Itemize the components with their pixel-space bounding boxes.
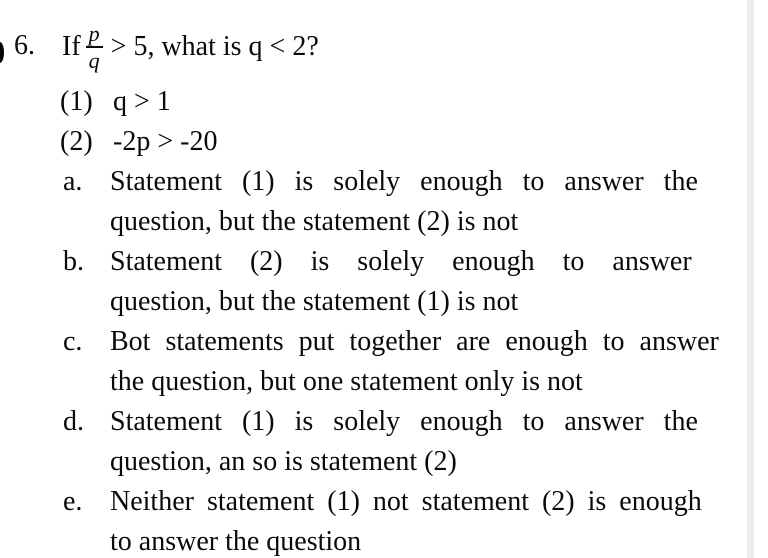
option-d-line-1 bbox=[0, 402, 768, 442]
option-e-letter: e. bbox=[63, 486, 83, 517]
question-number: 6. bbox=[14, 30, 35, 61]
option-c-line-1 bbox=[0, 322, 768, 362]
option-b-line-2 bbox=[0, 282, 768, 322]
option-a-line-2 bbox=[0, 202, 768, 242]
option-e-line-1 bbox=[0, 482, 768, 522]
option-c-text-continued: the question, but one statement only is not bbox=[110, 366, 583, 397]
option-a-letter: a. bbox=[63, 166, 83, 197]
option-c-text: Bot statements put together are enough to answer bbox=[110, 326, 719, 357]
option-c-line-2 bbox=[0, 362, 768, 402]
question-suffix: > 5, what is q < 2? bbox=[110, 31, 319, 62]
option-d-text: Statement (1) is solely enough to answer the bbox=[110, 406, 698, 437]
question-text bbox=[62, 14, 319, 80]
page-edge-band bbox=[747, 0, 754, 558]
option-b-letter: b. bbox=[63, 246, 84, 277]
question-prefix: If bbox=[62, 31, 81, 62]
option-d-letter: d. bbox=[63, 406, 84, 437]
statement-2-text: -2p > -20 bbox=[113, 126, 218, 157]
option-e-text-continued: to answer the question bbox=[110, 526, 362, 557]
option-d-line-2 bbox=[0, 442, 768, 482]
option-a-line-1 bbox=[0, 162, 768, 202]
option-c-letter: c. bbox=[63, 326, 83, 357]
statement-2-label: (2) bbox=[60, 126, 93, 157]
option-b-text-continued: question, but the statement (1) is not bbox=[110, 286, 519, 317]
option-b-text: Statement (2) is solely enough to answer bbox=[110, 246, 692, 277]
option-a-text-continued: question, but the statement (2) is not bbox=[110, 206, 519, 237]
option-b-line-1 bbox=[0, 242, 768, 282]
statement-2-row bbox=[0, 122, 768, 162]
fraction-p-over-q bbox=[86, 21, 103, 73]
question-row bbox=[0, 0, 768, 82]
statement-1-text: q > 1 bbox=[113, 86, 171, 117]
fraction-numerator: p bbox=[86, 21, 103, 48]
option-d-text-continued: question, an so is statement (2) bbox=[110, 446, 457, 477]
fraction-denominator: q bbox=[88, 48, 100, 73]
option-a-text: Statement (1) is solely enough to answer the bbox=[110, 166, 698, 197]
statement-1-label: (1) bbox=[60, 86, 93, 117]
option-e-line-2 bbox=[0, 522, 768, 558]
option-e-text: Neither statement (1) not statement (2) is enough bbox=[110, 486, 702, 517]
statement-1-row bbox=[0, 82, 768, 122]
